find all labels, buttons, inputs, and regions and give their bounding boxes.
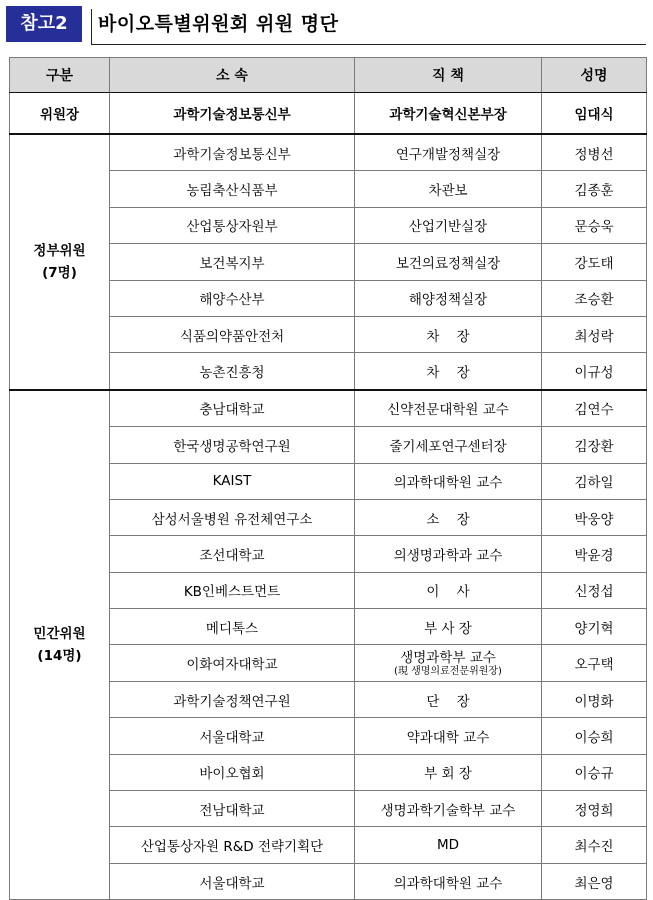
member-position: 연구개발정책실장 <box>395 146 501 163</box>
chair-row <box>10 93 647 135</box>
government-group-count: (7명) <box>42 264 77 281</box>
member-position: 의생명과학과 교수 <box>393 547 503 564</box>
member-name: 신정섭 <box>542 572 647 608</box>
member-position-cell <box>355 718 542 754</box>
title-divider <box>91 9 92 45</box>
chair-name: 임대식 <box>542 93 647 135</box>
column-header-name: 성명 <box>542 58 647 93</box>
member-affiliation: 산업통상자원 R&D 전략기획단 <box>110 827 355 863</box>
member-position-cell <box>355 207 542 243</box>
member-name: 이승규 <box>542 754 647 790</box>
member-name: 김연수 <box>542 390 647 427</box>
committee-roster-table <box>9 57 647 900</box>
member-position-cell <box>355 134 542 171</box>
member-name: 이명화 <box>542 681 647 717</box>
header <box>6 6 646 42</box>
member-position-cell <box>355 499 542 535</box>
member-position-cell <box>355 645 542 681</box>
member-position: 산업기반실장 <box>408 219 488 236</box>
member-position-cell <box>355 791 542 827</box>
member-affiliation: 농림축산식품부 <box>110 171 355 207</box>
member-affiliation: 한국생명공학연구원 <box>110 427 355 463</box>
member-position-cell <box>355 353 542 390</box>
member-position: 신약전문대학원 교수 <box>387 402 509 419</box>
member-position: 의과학대학원 교수 <box>393 875 503 892</box>
member-name: 조승환 <box>542 280 647 316</box>
member-position-cell <box>355 827 542 863</box>
member-name: 이승희 <box>542 718 647 754</box>
member-position: 약과대학 교수 <box>406 729 490 746</box>
column-header-category: 구분 <box>10 58 110 93</box>
member-affiliation: 조선대학교 <box>110 536 355 572</box>
member-name: 양기혁 <box>542 609 647 645</box>
member-position: 줄기세포연구센터장 <box>389 438 507 455</box>
member-affiliation: 삼성서울병원 유전체연구소 <box>110 499 355 535</box>
member-position: 부 회 장 <box>424 766 472 783</box>
member-position: 보건의료정책실장 <box>395 255 501 272</box>
member-position-cell <box>355 572 542 608</box>
member-position-cell <box>355 390 542 427</box>
member-affiliation: 산업통상자원부 <box>110 207 355 243</box>
column-header-affiliation: 소 속 <box>110 58 355 93</box>
member-affiliation: 농촌진흥청 <box>110 353 355 390</box>
government-group-cell <box>10 134 110 390</box>
member-affiliation: 서울대학교 <box>110 863 355 899</box>
title-underline <box>92 44 646 45</box>
member-position-cell <box>355 171 542 207</box>
reference-badge: 참고2 <box>6 6 82 42</box>
member-affiliation: 전남대학교 <box>110 791 355 827</box>
member-name: 이규성 <box>542 353 647 390</box>
column-header-position: 직 책 <box>355 58 542 93</box>
member-position: 해양정책실장 <box>408 292 488 309</box>
document-title: 바이오특별위원회 위원 명단 <box>98 13 339 35</box>
member-position: 소 장 <box>426 511 470 528</box>
member-name: 강도태 <box>542 244 647 280</box>
member-position-cell <box>355 681 542 717</box>
member-name: 정병선 <box>542 134 647 171</box>
member-name: 박웅양 <box>542 499 647 535</box>
member-position: 생명과학기술학부 교수 <box>380 802 516 819</box>
member-position-cell <box>355 280 542 316</box>
member-position-cell <box>355 536 542 572</box>
chair-affiliation: 과학기술정보통신부 <box>110 93 355 135</box>
member-affiliation: KAIST <box>110 463 355 499</box>
member-position-cell <box>355 244 542 280</box>
member-name: 최은영 <box>542 863 647 899</box>
member-position-cell <box>355 463 542 499</box>
table-header-row <box>10 58 647 93</box>
member-position: 차 장 <box>426 365 470 382</box>
member-position-note: (現 생명의료전문위원장) <box>394 665 502 677</box>
member-name: 문승욱 <box>542 207 647 243</box>
member-position-cell <box>355 427 542 463</box>
private-group-cell <box>10 390 110 900</box>
member-position: 단 장 <box>426 693 470 710</box>
table-body <box>10 93 647 900</box>
member-affiliation: 해양수산부 <box>110 280 355 316</box>
member-affiliation: 이화여자대학교 <box>110 645 355 681</box>
member-affiliation: 식품의약품안전처 <box>110 316 355 352</box>
member-position: 이 사 <box>426 584 470 601</box>
member-affiliation: 보건복지부 <box>110 244 355 280</box>
member-name: 오구택 <box>542 645 647 681</box>
member-name: 김장환 <box>542 427 647 463</box>
private-group-label: 민간위원 <box>33 625 86 642</box>
member-position-cell <box>355 316 542 352</box>
member-name: 김종훈 <box>542 171 647 207</box>
table-row <box>10 390 647 427</box>
member-position: 차 장 <box>426 328 470 345</box>
member-name: 최성락 <box>542 316 647 352</box>
member-position: 차관보 <box>428 183 468 200</box>
member-name: 김하일 <box>542 463 647 499</box>
member-affiliation: 과학기술정보통신부 <box>110 134 355 171</box>
member-name: 정영희 <box>542 791 647 827</box>
member-position: 부 사 장 <box>424 620 472 637</box>
chair-category: 위원장 <box>10 93 110 135</box>
member-position-cell <box>355 754 542 790</box>
member-affiliation: 바이오협회 <box>110 754 355 790</box>
table-row <box>10 134 647 171</box>
member-position-cell <box>355 863 542 899</box>
member-position: 의과학대학원 교수 <box>393 475 503 492</box>
member-affiliation: 충남대학교 <box>110 390 355 427</box>
member-affiliation: KB인베스트먼트 <box>110 572 355 608</box>
member-affiliation: 서울대학교 <box>110 718 355 754</box>
member-position-cell <box>355 609 542 645</box>
member-position: 생명과학부 교수 <box>400 649 496 666</box>
member-name: 최수진 <box>542 827 647 863</box>
member-name: 박윤경 <box>542 536 647 572</box>
government-group-label: 정부위원 <box>33 242 86 259</box>
private-group-count: (14명) <box>37 647 82 664</box>
member-affiliation: 메디톡스 <box>110 609 355 645</box>
chair-position: 과학기술혁신본부장 <box>355 93 542 135</box>
member-affiliation: 과학기술정책연구원 <box>110 681 355 717</box>
member-position: MD <box>436 837 460 854</box>
